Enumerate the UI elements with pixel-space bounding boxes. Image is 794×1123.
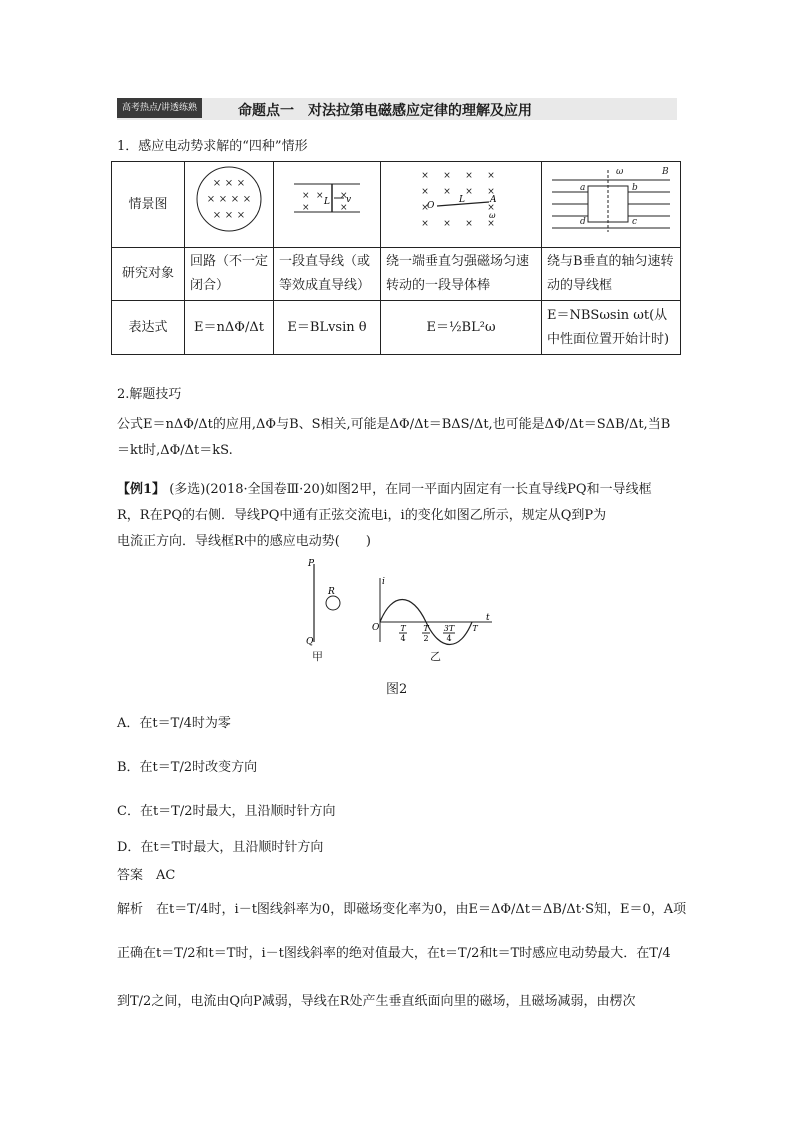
option-b: B．在t＝T/2时改变方向 [117, 760, 258, 775]
object-rod: 绕一端垂直匀强磁场匀速转动的一段导体棒 [381, 248, 542, 301]
svg-text:c: c [632, 217, 638, 227]
svg-text:×: × [224, 178, 234, 189]
option-d: D．在t＝T时最大，且沿顺时针方向 [117, 840, 324, 855]
object-frame: 绕与B垂直的轴匀速转动的导线框 [542, 248, 681, 301]
svg-text:ω: ω [489, 211, 496, 220]
svg-text:×: × [316, 191, 324, 201]
svg-text:×: × [242, 194, 252, 205]
example-text1: (多选)(2018·全国卷Ⅲ·20)如图2甲，在同一平面内固定有一长直导线PQ和一导线框 [169, 482, 652, 497]
svg-text:b: b [632, 183, 638, 193]
svg-text:4: 4 [400, 634, 406, 643]
row-label-formula: 表达式 [112, 301, 185, 355]
svg-text:×: × [443, 219, 451, 229]
svg-text:×: × [487, 219, 495, 229]
svg-text:×: × [465, 187, 473, 197]
svg-text:×: × [212, 210, 222, 221]
svg-text:×: × [302, 191, 310, 201]
figure-2 [300, 556, 500, 666]
svg-text:×: × [230, 194, 240, 205]
svg-text:T: T [423, 624, 429, 633]
svg-text:B: B [662, 167, 669, 177]
formula-wire: E＝BLvsin θ [274, 301, 381, 355]
svg-text:×: × [218, 194, 228, 205]
svg-text:d: d [580, 217, 586, 227]
svg-text:×: × [212, 178, 222, 189]
row-label-scene: 情景图 [112, 162, 185, 248]
svg-text:×: × [224, 210, 234, 221]
svg-text:3T: 3T [443, 624, 455, 633]
scene-rotating-frame [542, 162, 681, 248]
section-title: 命题点一 对法拉第电磁感应定律的理解及应用 [238, 103, 532, 119]
four-cases-table [111, 161, 681, 355]
section1-heading: 1．感应电动势求解的“四种”情形 [117, 139, 308, 154]
formula-loop: E＝nΔΦ/Δt [185, 301, 274, 355]
svg-text:×: × [487, 187, 495, 197]
example-line1 [117, 478, 652, 497]
scene-rotating-rod [381, 162, 542, 248]
section2-paragraph: 公式E＝nΔΦ/Δt的应用,ΔΦ与B、S相关,可能是ΔΦ/Δt＝BΔS/Δt,也可能是ΔΦ/Δt＝SΔB/Δt,当B＝kt时,ΔΦ/Δt＝kS. [117, 417, 671, 458]
svg-text:×: × [443, 187, 451, 197]
svg-text:O: O [427, 201, 435, 211]
example-line3: 电流正方向．导线框R中的感应电动势( ) [117, 534, 371, 549]
svg-text:×: × [302, 203, 310, 213]
option-a: A．在t＝T/4时为零 [117, 716, 231, 731]
svg-text:A: A [490, 195, 497, 205]
figure-caption: 图2 [386, 682, 408, 697]
svg-text:×: × [206, 194, 216, 205]
svg-text:×: × [465, 219, 473, 229]
svg-text:4: 4 [446, 634, 452, 643]
svg-text:2: 2 [423, 634, 429, 643]
analysis-line3: 到T/2之间，电流由Q向P减弱，导线在R处产生垂直纸面向里的磁场，且磁场减弱，由楞次 [117, 994, 636, 1009]
row-label-object: 研究对象 [112, 248, 185, 301]
example-line2: R，R在PQ的右侧．导线PQ中通有正弦交流电i，i的变化如图乙所示，规定从Q到P为 [117, 508, 607, 523]
scene-straight-wire [274, 162, 381, 248]
svg-text:×: × [487, 203, 495, 213]
analysis-line1: 解析 在t＝T/4时，i－t图线斜率为0，即磁场变化率为0，由E＝ΔΦ/Δt＝ΔB/Δt·S知，E＝0，A项 [117, 902, 687, 917]
scene-circle [185, 162, 274, 248]
svg-text:P: P [308, 559, 315, 569]
svg-text:×: × [421, 171, 429, 181]
svg-text:×: × [340, 203, 348, 213]
svg-text:v: v [346, 195, 352, 205]
svg-text:×: × [487, 171, 495, 181]
analysis-line2: 正确在t＝T/2和t＝T时，i－t图线斜率的绝对值最大，在t＝T/2和t＝T时感应电动势最大．在T/4 [117, 946, 671, 961]
object-loop: 回路（不一定闭合） [185, 248, 274, 301]
section2-heading: 2.解题技巧 [117, 387, 182, 402]
svg-text:t: t [486, 613, 490, 623]
formula-rod: E＝½BL²ω [381, 301, 542, 355]
svg-text:ω: ω [616, 167, 624, 177]
svg-text:Q: Q [306, 637, 314, 647]
object-wire: 一段直导线（或等效成直导线） [274, 248, 381, 301]
svg-text:L: L [324, 197, 330, 207]
svg-text:×: × [443, 171, 451, 181]
svg-text:×: × [465, 171, 473, 181]
figure-label-jia: 甲 [312, 650, 323, 663]
svg-text:i: i [382, 577, 385, 587]
svg-text:T: T [472, 624, 478, 633]
svg-text:R: R [328, 587, 335, 597]
svg-text:a: a [580, 183, 586, 193]
svg-text:×: × [421, 187, 429, 197]
svg-text:T: T [400, 624, 406, 633]
svg-text:×: × [421, 219, 429, 229]
answer: 答案 AC [117, 868, 176, 883]
svg-text:×: × [340, 191, 348, 201]
figure-label-yi: 乙 [430, 650, 441, 663]
svg-text:O: O [372, 623, 380, 633]
example-label: 【例1】 [117, 482, 166, 497]
svg-text:L: L [459, 195, 465, 205]
section-tag: 高考热点/讲透练熟 [117, 98, 202, 118]
option-c: C．在t＝T/2时最大，且沿顺时针方向 [117, 804, 336, 819]
svg-text:×: × [421, 203, 429, 213]
svg-text:×: × [236, 178, 246, 189]
svg-text:×: × [236, 210, 246, 221]
formula-frame: E＝NBSωsin ωt(从中性面位置开始计时) [542, 301, 681, 355]
